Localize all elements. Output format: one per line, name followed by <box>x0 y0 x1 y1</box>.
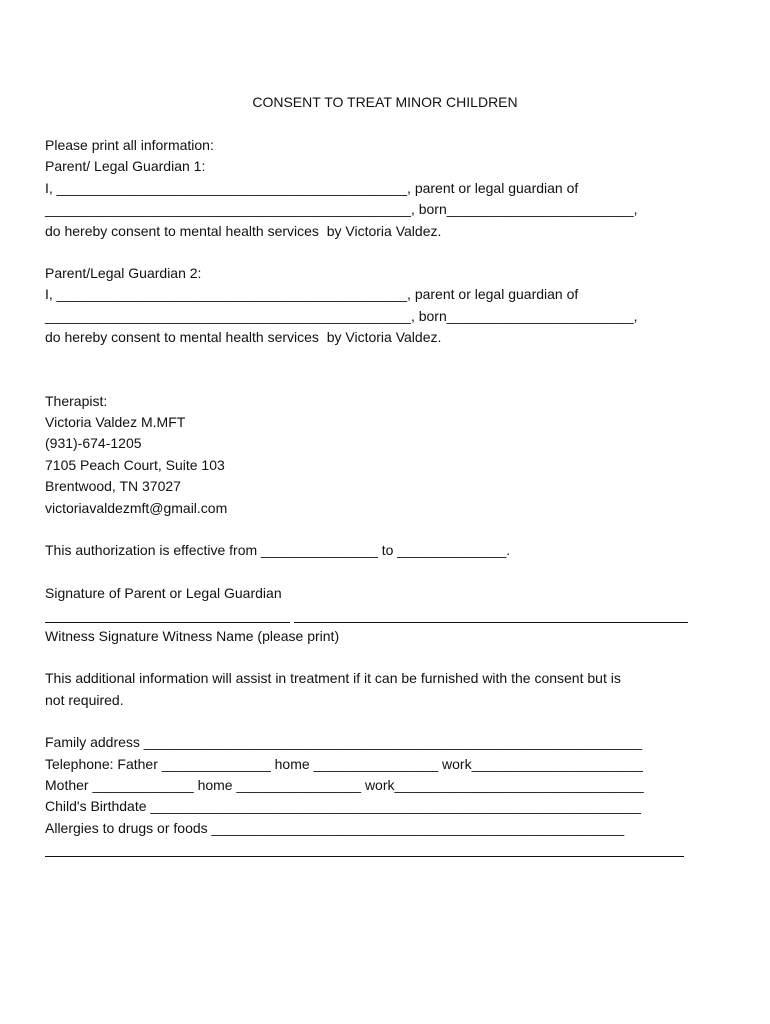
guardian-1-name-line[interactable]: I, _____________________________________________, parent or legal guardian of <box>45 180 579 196</box>
intro-text: Please print all information: <box>45 137 214 153</box>
signature-label: Signature of Parent or Legal Guardian <box>45 585 282 601</box>
guardian-1-consent-text: do hereby consent to mental health services by Victoria Valdez. <box>45 223 442 239</box>
therapist-heading: Therapist: <box>45 393 108 409</box>
therapist-name: Victoria Valdez M.MFT <box>45 414 186 430</box>
therapist-address-1: 7105 Peach Court, Suite 103 <box>45 457 225 473</box>
guardian-2-name-line[interactable]: I, _____________________________________________, parent or legal guardian of <box>45 286 579 302</box>
therapist-phone: (931)-674-1205 <box>45 435 142 451</box>
additional-info-line-2: not required. <box>45 692 124 708</box>
allergies-field[interactable]: Allergies to drugs or foods _____________________________________________________ <box>45 820 625 836</box>
guardian-1-child-line[interactable]: _______________________________________________, born________________________, <box>45 201 638 217</box>
witness-signature-line[interactable] <box>45 622 290 623</box>
guardian-1-heading: Parent/ Legal Guardian 1: <box>45 158 206 174</box>
witness-name-line[interactable] <box>294 622 688 623</box>
family-address-field[interactable]: Family address ________________________________________________________________ <box>45 734 643 750</box>
additional-info-line-1: This additional information will assist in treatment if it can be furnished with the consent but is <box>45 670 621 686</box>
mother-phone-field[interactable]: Mother _____________ home ________________ work________________________________ <box>45 777 644 793</box>
therapist-email: victoriavaldezmft@gmail.com <box>45 500 228 516</box>
authorization-dates-line[interactable]: This authorization is effective from _______________ to ______________. <box>45 542 511 558</box>
child-birthdate-field[interactable]: Child's Birthdate _______________________________________________________________ <box>45 798 641 814</box>
therapist-address-2: Brentwood, TN 37027 <box>45 478 181 494</box>
guardian-2-child-line[interactable]: _______________________________________________, born________________________, <box>45 308 638 324</box>
guardian-2-consent-text: do hereby consent to mental health services by Victoria Valdez. <box>45 329 442 345</box>
telephone-father-field[interactable]: Telephone: Father ______________ home ________________ work______________________ <box>45 756 643 772</box>
allergies-continuation-line[interactable] <box>45 856 684 857</box>
witness-label: Witness Signature Witness Name (please print) <box>45 628 340 644</box>
document-title: CONSENT TO TREAT MINOR CHILDREN <box>252 94 518 110</box>
guardian-2-heading: Parent/Legal Guardian 2: <box>45 265 202 281</box>
